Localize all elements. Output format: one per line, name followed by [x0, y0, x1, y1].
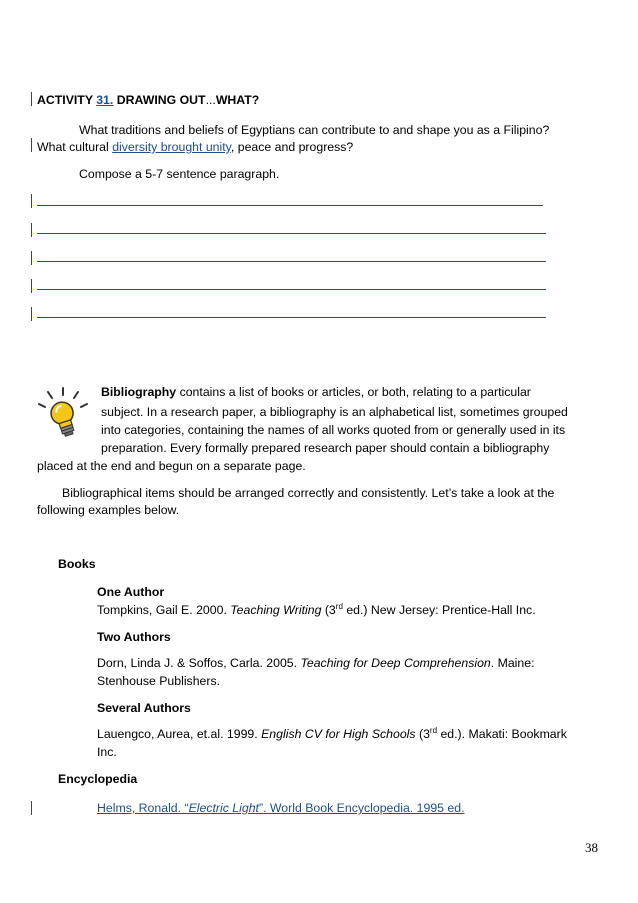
question-line-2-pre: What cultural — [37, 140, 113, 154]
answer-line-3[interactable] — [37, 261, 546, 262]
several-authors-label: Several Authors — [97, 701, 191, 715]
entry-text: Dorn, Linda J. & Soffos, Carla. 2005. — [97, 656, 301, 670]
question-line-2 — [37, 140, 353, 154]
arrangement-line-1: Bibliographical items should be arranged correctly and consistently. Let’s take a look at the — [62, 486, 555, 500]
one-author-label: One Author — [97, 585, 165, 599]
bibliography-line-1-text: contains a list of books or articles, or both, relating to a particular — [176, 385, 531, 399]
bibliography-line-4: preparation. Every formally prepared research paper should contain a bibliography — [101, 441, 550, 455]
activity-ellipsis: ... — [205, 93, 216, 107]
book-title: Teaching Writing — [230, 603, 322, 617]
entry-text: . Maine: — [490, 656, 535, 670]
answer-line-5[interactable] — [37, 317, 546, 318]
activity-number-link[interactable]: 31. — [96, 93, 114, 107]
answer-line-1[interactable] — [37, 205, 543, 206]
arrangement-line-2: following examples below. — [37, 503, 180, 517]
instruction-text: Compose a 5-7 sentence paragraph. — [79, 167, 280, 181]
superscript: rd — [335, 601, 343, 611]
question-line-1: What traditions and beliefs of Egyptians can contribute to and shape you as a Filipino? — [79, 123, 550, 137]
bibliography-line-1 — [101, 385, 531, 399]
entry-text: (3 — [415, 727, 430, 741]
answer-line-2[interactable] — [37, 233, 546, 234]
margin-bar — [31, 801, 32, 815]
bibliography-line-5: placed at the end and begun on a separate page. — [37, 459, 306, 473]
entry-text: ”. World Book Encyclopedia. 1995 ed. — [258, 801, 465, 815]
encyclopedia-entry-link[interactable] — [97, 801, 465, 815]
two-authors-entry-line-2: Stenhouse Publishers. — [97, 674, 221, 688]
entry-text: ed.) New Jersey: Prentice-Hall Inc. — [342, 603, 536, 617]
several-authors-entry-line-2: Inc. — [97, 745, 117, 759]
question-line-2-post: , peace and progress? — [230, 140, 354, 154]
diversity-link[interactable]: diversity brought unity — [112, 140, 231, 154]
margin-bar — [31, 138, 32, 152]
entry-text: Lauengco, Aurea, et.al. 1999. — [97, 727, 262, 741]
several-authors-entry — [97, 727, 567, 741]
entry-text: Helms, Ronald. “ — [97, 801, 189, 815]
margin-bar — [31, 92, 32, 106]
two-authors-label: Two Authors — [97, 630, 171, 644]
entry-text: Tompkins, Gail E. 2000. — [97, 603, 231, 617]
activity-prefix: ACTIVITY — [37, 93, 97, 107]
margin-bar — [31, 194, 32, 208]
bibliography-line-3: into categories, containing the names of all works quoted from or generally used in its — [101, 423, 566, 437]
activity-title-end: WHAT? — [215, 93, 260, 107]
one-author-entry — [97, 603, 536, 617]
superscript: rd — [429, 725, 438, 735]
lightbulb-icon — [36, 386, 92, 444]
bibliography-term: Bibliography — [101, 385, 177, 399]
margin-bar — [31, 307, 32, 321]
bibliography-line-2: subject. In a research paper, a bibliography is an alphabetical list, sometimes grouped — [101, 405, 568, 419]
encyclopedia-title: Electric Light — [188, 801, 259, 815]
entry-text: (3 — [321, 603, 336, 617]
book-title: Teaching for Deep Comprehension — [300, 656, 491, 670]
book-title: English CV for High Schools — [261, 727, 416, 741]
encyclopedia-heading: Encyclopedia — [58, 772, 138, 786]
entry-text: ed.). Makati: Bookmark — [437, 727, 567, 741]
answer-line-4[interactable] — [37, 289, 546, 290]
activity-title: DRAWING OUT — [113, 93, 206, 107]
margin-bar — [31, 279, 32, 293]
margin-bar — [31, 251, 32, 265]
activity-heading — [37, 93, 259, 107]
two-authors-entry — [97, 656, 535, 670]
page-number: 38 — [585, 840, 598, 855]
margin-bar — [31, 223, 32, 237]
books-heading: Books — [58, 557, 96, 571]
